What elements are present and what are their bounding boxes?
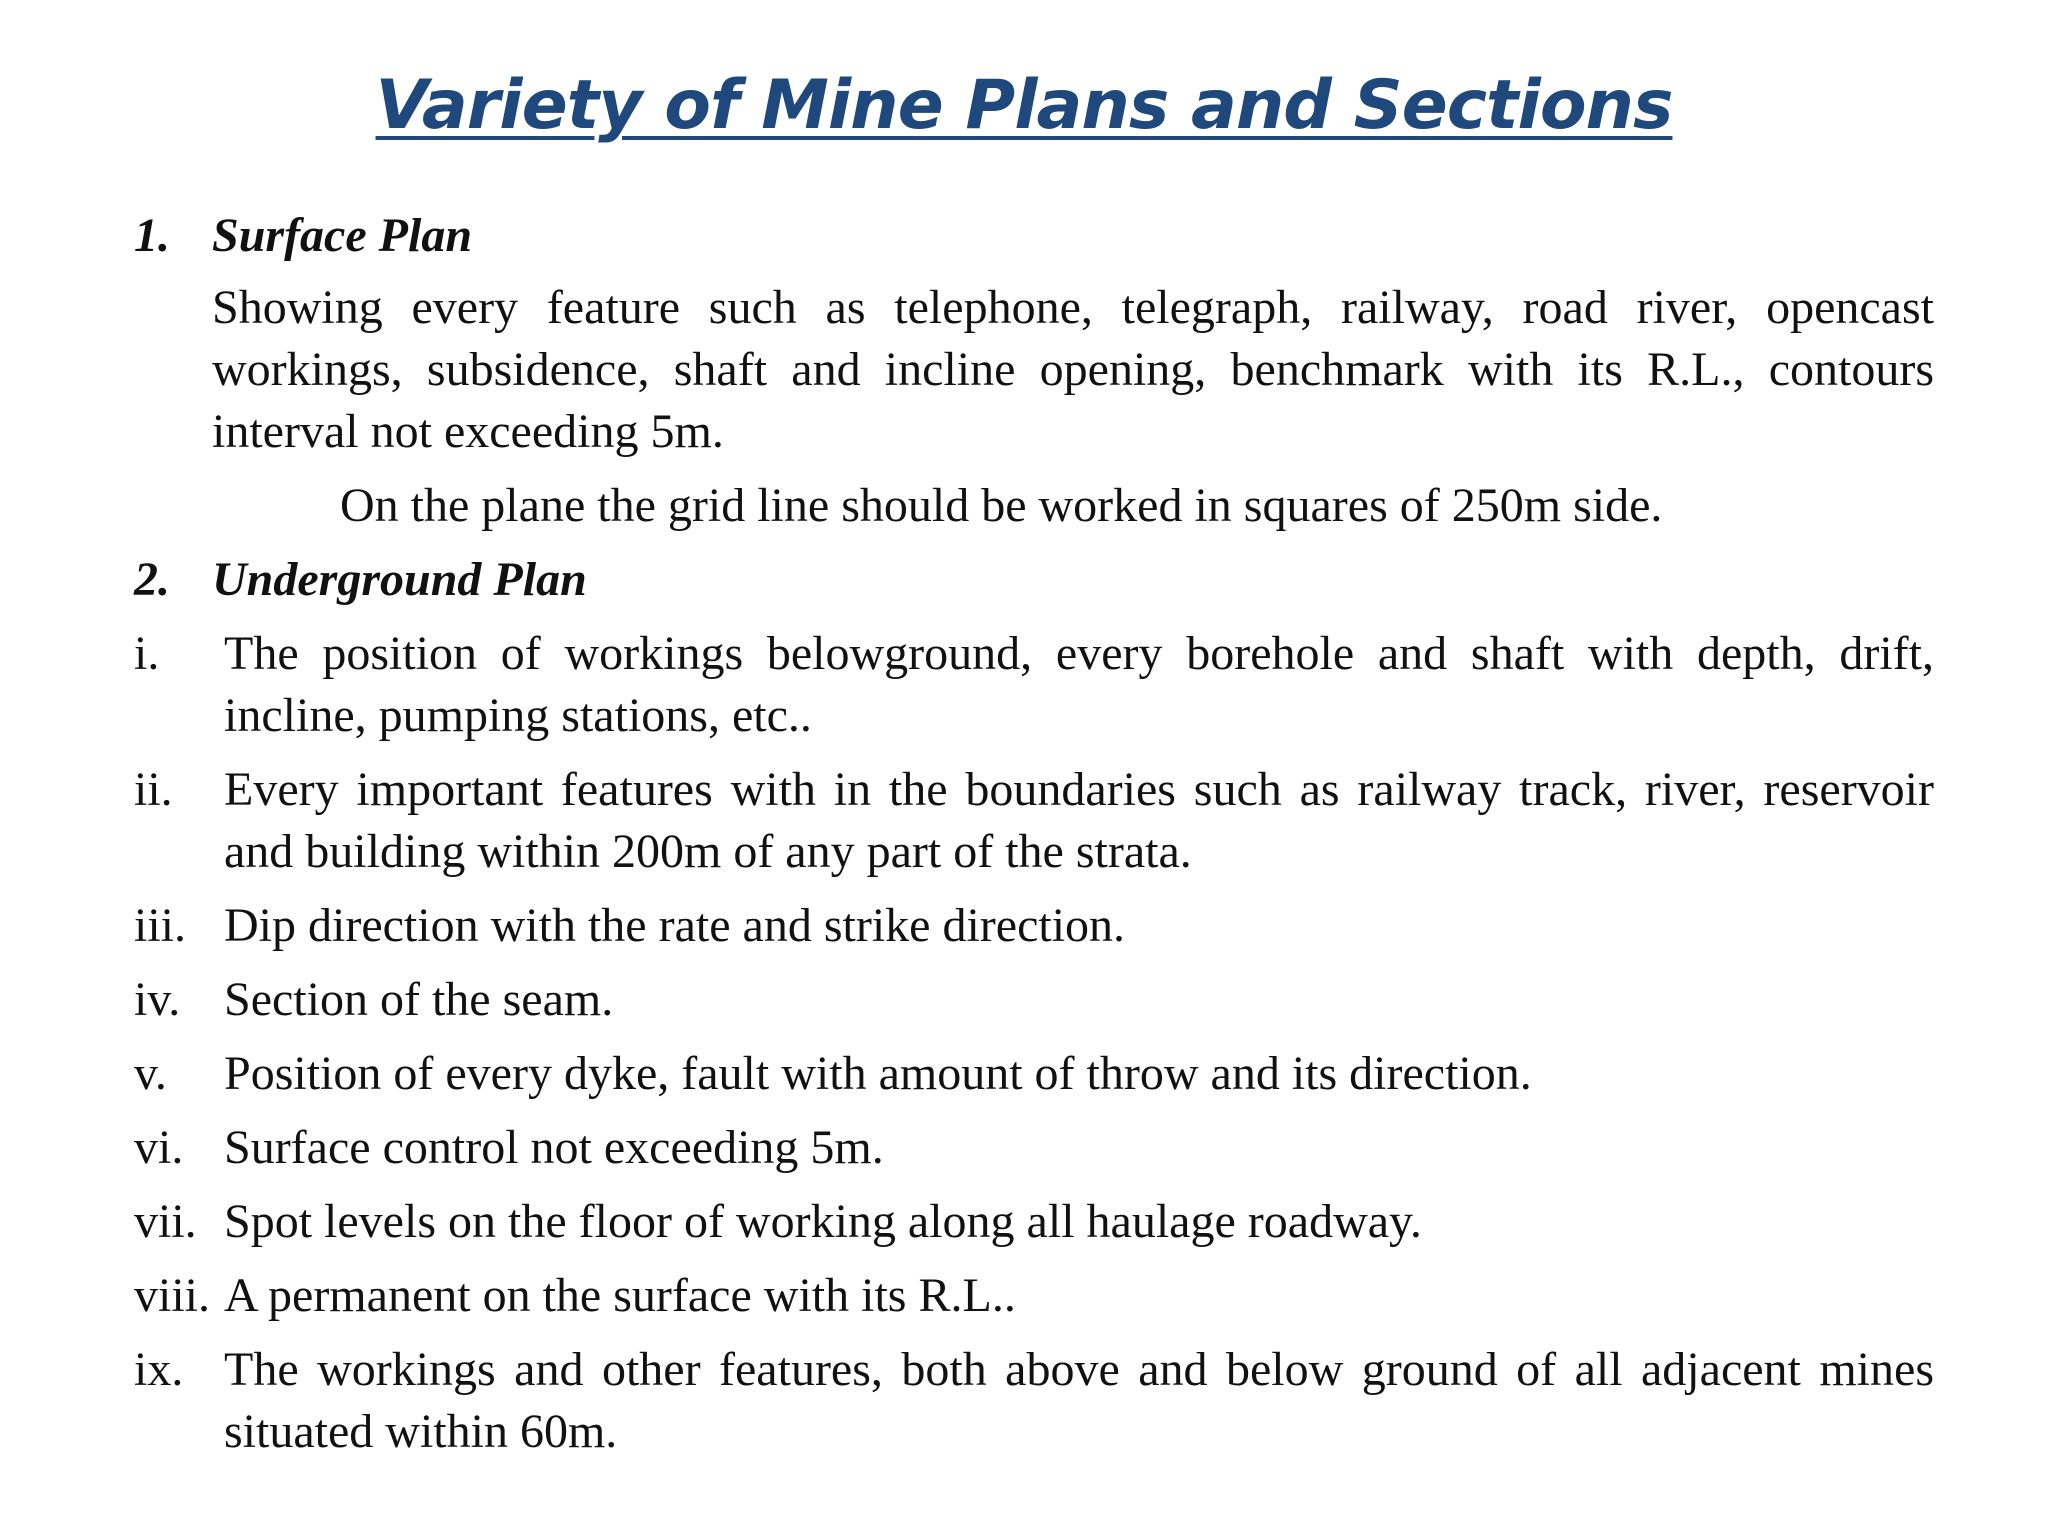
- section-number: 2.: [134, 553, 170, 606]
- slide-title: Variety of Mine Plans and Sections: [375, 66, 1673, 145]
- list-item: [134, 1191, 1934, 1253]
- list-item-number: ii.: [134, 763, 173, 816]
- list-item: [134, 1265, 1934, 1327]
- section-title: Underground Plan: [212, 553, 587, 606]
- slide-content: [134, 205, 1934, 1463]
- list-item: [134, 623, 1934, 747]
- list-item-text: Surface control not exceeding 5m.: [224, 1121, 884, 1174]
- list-item-text: Spot levels on the floor of working along all haulage roadway.: [224, 1195, 1422, 1248]
- list-item: [134, 895, 1934, 957]
- list-item-number: ix.: [134, 1343, 184, 1396]
- list-item: [134, 1117, 1934, 1179]
- surface-plan-grid-note: On the plane the grid line should be worked in squares of 250m side.: [340, 479, 1663, 532]
- section-number: 1.: [134, 209, 170, 262]
- list-item: [134, 969, 1934, 1031]
- list-item-number: v.: [134, 1047, 167, 1100]
- list-item-text: Position of every dyke, fault with amount of throw and its direction.: [224, 1047, 1532, 1100]
- list-item-text: Dip direction with the rate and strike direction.: [224, 899, 1126, 952]
- list-item-number: vii.: [134, 1195, 197, 1248]
- section-heading-surface-plan: [134, 205, 1934, 267]
- list-item-text: A permanent on the surface with its R.L..: [224, 1269, 1016, 1322]
- list-item-text: Every important features with in the boundaries such as railway track, river, reservoir and building within 200m of any part of the strata.: [224, 763, 1934, 878]
- section-title: Surface Plan: [212, 209, 473, 262]
- list-item: [134, 1043, 1934, 1105]
- list-item: [134, 759, 1934, 883]
- list-item-text: The workings and other features, both above and below ground of all adjacent mines situated within 60m.: [224, 1343, 1934, 1458]
- list-item-number: iv.: [134, 973, 181, 1026]
- list-item-number: viii.: [134, 1269, 211, 1322]
- list-item-text: The position of workings belowground, every borehole and shaft with depth, drift, incline, pumping stations, etc..: [224, 627, 1934, 742]
- list-item-number: iii.: [134, 899, 187, 952]
- list-item-number: i.: [134, 627, 160, 680]
- surface-plan-description: Showing every feature such as telephone, telegraph, railway, road river, opencast workings, subsidence, shaft and incline opening, benchmark with its R.L., contours interval not exceeding 5m.: [212, 281, 1934, 458]
- section-heading-underground-plan: [134, 549, 1934, 611]
- list-item-number: vi.: [134, 1121, 184, 1174]
- list-item-text: Section of the seam.: [224, 973, 614, 1026]
- list-item: [134, 1339, 1934, 1463]
